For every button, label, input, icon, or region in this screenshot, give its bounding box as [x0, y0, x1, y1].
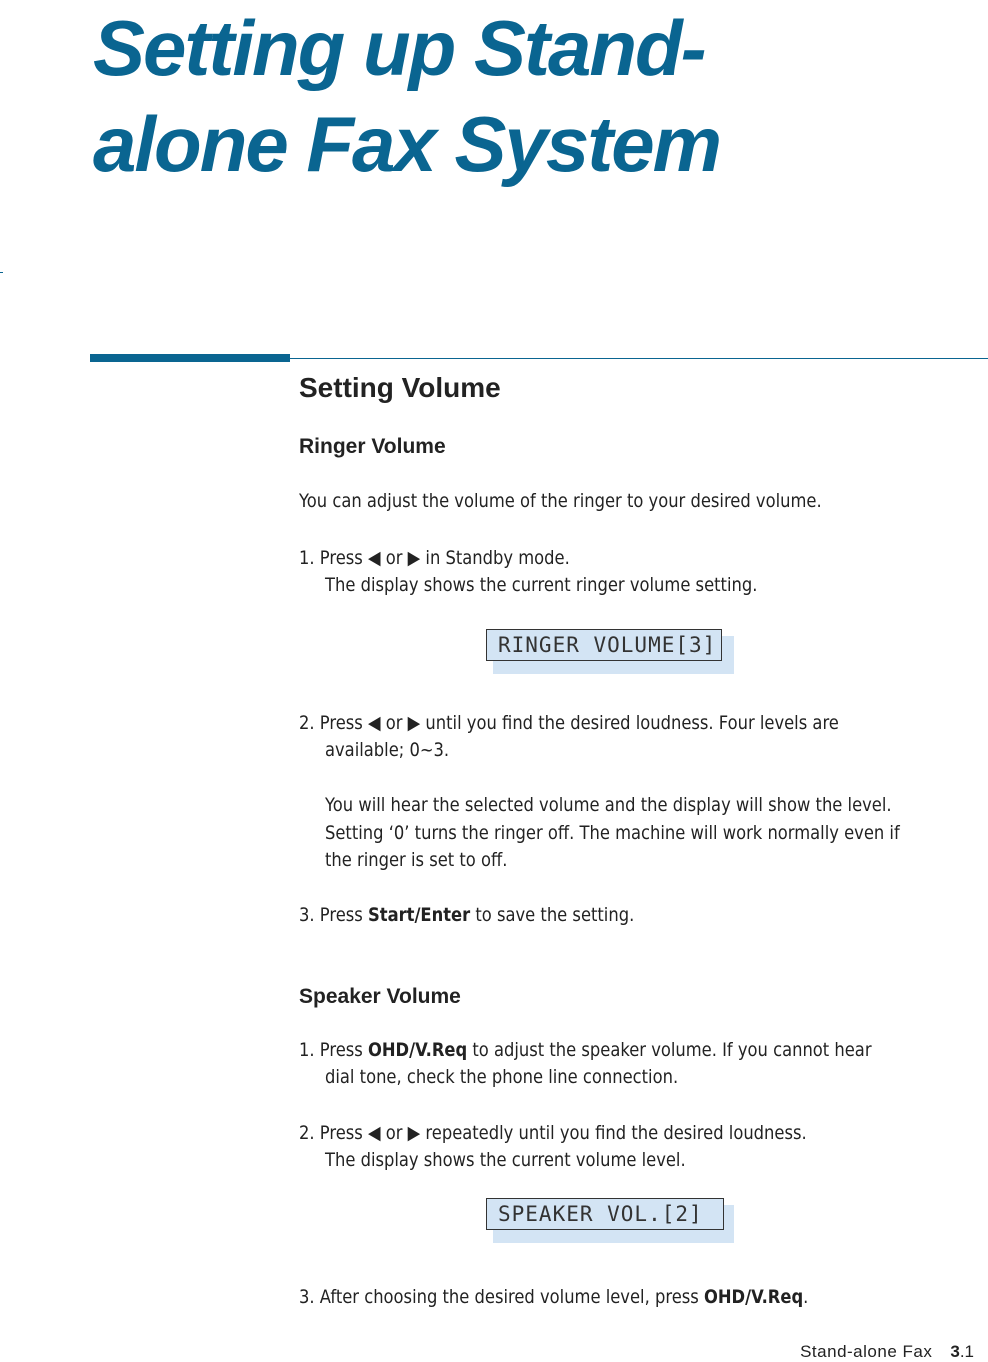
speaker-step1-suffix: to adjust the speaker volume. If you cannot hear: [467, 1039, 872, 1061]
page-number: [950, 1342, 974, 1361]
ringer-heading: Ringer Volume: [299, 435, 446, 458]
ringer-step3-suffix: to save the setting.: [470, 904, 635, 926]
speaker-step2: 2. Press ◀ or ▶ repeatedly until you find the desired loudness.: [299, 1122, 807, 1144]
ringer-intro: You can adjust the volume of the ringer to your desired volume.: [299, 490, 822, 512]
speaker-heading: Speaker Volume: [299, 985, 461, 1008]
footer-section: Stand-alone Fax: [800, 1342, 933, 1361]
speaker-step3: [299, 1284, 888, 1311]
section-heading: Setting Volume: [299, 372, 501, 403]
section-rule-thin: [290, 358, 988, 359]
page-title-line2: alone Fax System: [93, 100, 720, 188]
speaker-step1: [299, 1037, 888, 1064]
ohd-key-2: OHD/V.Req: [703, 1286, 804, 1308]
page-footer: [800, 1342, 974, 1362]
section-rule-thick: [90, 354, 290, 362]
speaker-step1-cont: dial tone, check the phone line connection.: [325, 1066, 679, 1088]
ringer-step2-note1: You will hear the selected volume and the display will show the level.: [325, 794, 892, 816]
ringer-step2-note3: the ringer is set to off.: [325, 849, 508, 871]
speaker-display-text: SPEAKER VOL.[2]: [486, 1198, 724, 1230]
ringer-step2-cont: available; 0~3.: [325, 739, 450, 761]
speaker-step3-prefix: 3. After choosing the desired volume level, press: [299, 1286, 704, 1308]
ringer-display-text: RINGER VOLUME[3]: [486, 629, 722, 661]
speaker-display: [486, 1198, 734, 1240]
page-title-line1: Setting up Stand-: [93, 4, 705, 92]
start-enter-key: Start/Enter: [367, 904, 471, 926]
ringer-step2: 2. Press ◀ or ▶ until you find the desired loudness. Four levels are: [299, 712, 839, 734]
ohd-key: OHD/V.Req: [367, 1039, 468, 1061]
ringer-step2-note2: Setting ‘0’ turns the ringer off. The machine will work normally even if: [325, 822, 900, 844]
margin-tick: [0, 272, 3, 273]
ringer-step1-detail: The display shows the current ringer volume setting.: [325, 574, 758, 596]
ringer-display: [486, 629, 734, 671]
ringer-step3-prefix: 3. Press: [299, 904, 368, 926]
page-title: [93, 0, 720, 192]
speaker-step1-prefix: 1. Press: [299, 1039, 368, 1061]
speaker-step3-suffix: .: [803, 1286, 809, 1308]
ringer-step1: 1. Press ◀ or ▶ in Standby mode.: [299, 547, 570, 569]
ringer-step3: [299, 902, 888, 929]
page-chapter: 3: [950, 1342, 960, 1361]
page-subnumber: .1: [959, 1342, 974, 1361]
speaker-step2-detail: The display shows the current volume level.: [325, 1149, 686, 1171]
